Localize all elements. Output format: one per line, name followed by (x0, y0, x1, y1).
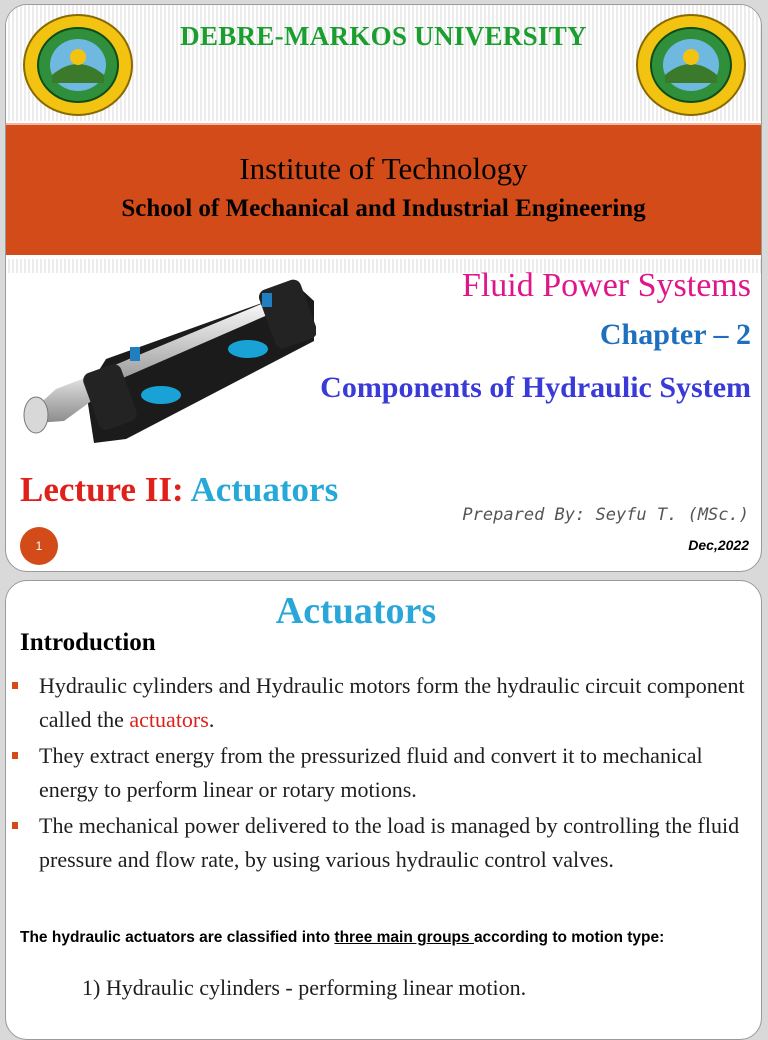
institute-banner (6, 123, 761, 255)
chapter-number: Chapter – 2 (599, 318, 751, 351)
lecture-heading (20, 470, 338, 510)
bullet-icon (12, 682, 18, 689)
classification-text: The hydraulic actuators are classified into (20, 929, 335, 946)
lecture-label: Lecture II: (20, 470, 184, 509)
list-item (6, 739, 756, 807)
prepared-by: Prepared By: Seyfu T. (MSc.) (462, 505, 749, 525)
bullet-text-end: . (208, 707, 215, 732)
lecture-date: Dec,2022 (688, 537, 749, 553)
content-slide (5, 580, 762, 1040)
classification-text-end: according to motion type: (473, 929, 665, 946)
highlighted-term: actuators (129, 707, 209, 732)
classification-emphasis: three main groups (334, 929, 474, 946)
list-item (6, 809, 756, 877)
institute-name: Institute of Technology (239, 151, 528, 186)
bullet-icon (12, 822, 18, 829)
university-name: DEBRE-MARKOS UNIVERSITY (180, 21, 587, 51)
lecture-topic: Actuators (183, 470, 339, 509)
chapter-title: Components of Hydraulic System (320, 371, 751, 404)
section-heading: Introduction (20, 629, 156, 656)
course-title: Fluid Power Systems (461, 267, 751, 304)
hydraulic-cylinder-image (16, 271, 316, 453)
school-name: School of Mechanical and Industrial Engineering (121, 195, 646, 222)
bullet-text: The mechanical power delivered to the load is managed by controlling the fluid pressure and flow rate, by using various hydraulic control valves. (39, 813, 740, 872)
bullet-list (6, 669, 756, 879)
classification-sentence (20, 929, 664, 947)
group-item-1: 1) Hydraulic cylinders - performing linear motion. (82, 975, 527, 1000)
list-item (6, 669, 756, 737)
bullet-icon (12, 752, 18, 759)
bullet-text: They extract energy from the pressurized fluid and convert it to mechanical energy to perform linear or rotary motions. (39, 743, 703, 802)
slide-title: Actuators (275, 590, 437, 632)
bullet-text: Hydraulic cylinders and Hydraulic motors form the hydraulic circuit component called the (39, 673, 745, 732)
title-slide (5, 4, 762, 572)
page-number-badge: 1 (20, 527, 58, 565)
